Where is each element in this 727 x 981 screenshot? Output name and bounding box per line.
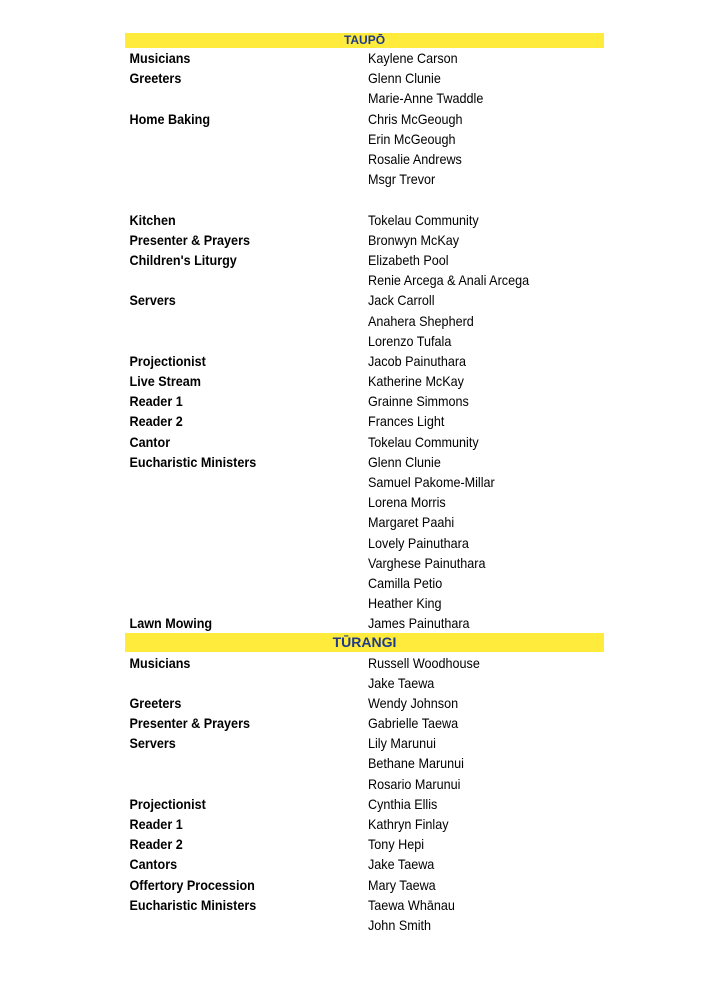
roster-row	[125, 895, 604, 915]
roster-row	[125, 310, 604, 330]
volunteer-name: Chris McGeough	[368, 110, 463, 127]
role-label: Kitchen	[129, 211, 176, 228]
roster-row	[125, 109, 604, 129]
roster-row	[125, 533, 604, 553]
roster-row	[125, 48, 604, 68]
volunteer-name: Tokelau Community	[368, 211, 479, 228]
roster-row	[125, 210, 604, 230]
roster-row	[125, 613, 604, 633]
roster-row	[125, 553, 604, 573]
volunteer-name: Grainne Simmons	[368, 393, 469, 410]
roster-row	[125, 290, 604, 310]
volunteer-name: Jacob Painuthara	[368, 352, 467, 369]
volunteer-name: Margaret Paahi	[368, 514, 455, 531]
volunteer-name: Camilla Petio	[368, 574, 443, 591]
roster-row	[125, 68, 604, 88]
volunteer-name: Cynthia Ellis	[368, 795, 438, 812]
roster-row	[125, 189, 604, 209]
volunteer-name: Erin McGeough	[368, 130, 456, 147]
role-label: Home Baking	[129, 110, 211, 127]
roster-row	[125, 331, 604, 351]
volunteer-name: Lovely Painuthara	[368, 534, 469, 551]
volunteer-name: Varghese Painuthara	[368, 554, 486, 571]
roster-row	[125, 452, 604, 472]
role-label: Greeters	[129, 70, 182, 87]
volunteer-name: Lily Marunui	[368, 735, 436, 752]
roster-row	[125, 593, 604, 613]
role-label: Reader 2	[129, 836, 183, 853]
roster-row	[125, 652, 604, 672]
roster-row	[125, 270, 604, 290]
roster-row	[125, 371, 604, 391]
volunteer-name: Tokelau Community	[368, 433, 479, 450]
roster-row	[125, 250, 604, 270]
role-label: Servers	[129, 292, 176, 309]
role-label: Presenter & Prayers	[129, 715, 250, 732]
role-label: Children's Liturgy	[129, 251, 237, 268]
volunteer-name: Msgr Trevor	[368, 171, 436, 188]
roster-row	[125, 834, 604, 854]
volunteer-name: Mary Taewa	[368, 876, 436, 893]
roster-row	[125, 512, 604, 532]
roster-row	[125, 573, 604, 593]
volunteer-name: Renie Arcega & Anali Arcega	[368, 272, 530, 289]
role-label: Reader 1	[129, 393, 183, 410]
roster-row	[125, 774, 604, 794]
role-label: Greeters	[129, 694, 182, 711]
volunteer-name: Marie-Anne Twaddle	[368, 90, 484, 107]
volunteer-name: John Smith	[368, 916, 432, 933]
roster-row	[125, 432, 604, 452]
volunteer-name: Katherine McKay	[368, 373, 464, 390]
volunteer-name: Bethane Marunui	[368, 755, 464, 772]
volunteer-name: Jack Carroll	[368, 292, 435, 309]
roster-row	[125, 391, 604, 411]
volunteer-name: Wendy Johnson	[368, 694, 459, 711]
roster-row	[125, 814, 604, 834]
volunteer-name: Anahera Shepherd	[368, 312, 474, 329]
roster-row	[125, 753, 604, 773]
roster-row	[125, 794, 604, 814]
roster-row	[125, 149, 604, 169]
role-label: Cantors	[129, 856, 178, 873]
roster-row	[125, 472, 604, 492]
roster-row	[125, 673, 604, 693]
roster-row	[125, 713, 604, 733]
roster-sheet	[125, 33, 604, 935]
roster-row	[125, 875, 604, 895]
volunteer-name: Taewa Whānau	[368, 896, 455, 913]
volunteer-name: Tony Hepi	[368, 836, 425, 853]
volunteer-name: Lorenzo Tufala	[368, 332, 452, 349]
role-label: Cantor	[129, 433, 171, 450]
section-header: TŪRANGI	[125, 633, 604, 652]
volunteer-name: Jake Taewa	[368, 674, 435, 691]
role-label: Reader 2	[129, 413, 183, 430]
role-label: Musicians	[129, 654, 191, 671]
roster-row	[125, 129, 604, 149]
volunteer-name: Bronwyn McKay	[368, 231, 460, 248]
volunteer-name: Elizabeth Pool	[368, 251, 449, 268]
volunteer-name: Kaylene Carson	[368, 50, 458, 67]
volunteer-name: Lorena Morris	[368, 494, 446, 511]
volunteer-name: Rosario Marunui	[368, 775, 461, 792]
roster-row	[125, 693, 604, 713]
role-label: Servers	[129, 735, 176, 752]
role-label: Eucharistic Ministers	[129, 896, 257, 913]
role-label: Lawn Mowing	[129, 615, 213, 632]
roster-row	[125, 492, 604, 512]
roster-row	[125, 411, 604, 431]
roster-row	[125, 351, 604, 371]
volunteer-name: Kathryn Finlay	[368, 816, 449, 833]
role-label: Musicians	[129, 50, 191, 67]
role-label: Live Stream	[129, 373, 201, 390]
roster-row	[125, 854, 604, 874]
roster-row	[125, 915, 604, 935]
role-label: Offertory Procession	[129, 876, 255, 893]
role-label: Projectionist	[129, 352, 206, 369]
volunteer-name: Russell Woodhouse	[368, 654, 480, 671]
roster-row	[125, 230, 604, 250]
volunteer-name: Jake Taewa	[368, 856, 435, 873]
roster-row	[125, 169, 604, 189]
volunteer-name: Samuel Pakome-Millar	[368, 474, 495, 491]
roster-row	[125, 88, 604, 108]
volunteer-name: Heather King	[368, 595, 442, 612]
section-header: TAUPŌ	[125, 33, 604, 48]
role-label: Presenter & Prayers	[129, 231, 250, 248]
volunteer-name: Glenn Clunie	[368, 70, 441, 87]
volunteer-name: Glenn Clunie	[368, 453, 441, 470]
role-label: Projectionist	[129, 795, 206, 812]
role-label: Eucharistic Ministers	[129, 453, 257, 470]
roster-row	[125, 733, 604, 753]
volunteer-name: Frances Light	[368, 413, 445, 430]
volunteer-name: James Painuthara	[368, 615, 470, 632]
volunteer-name: Gabrielle Taewa	[368, 715, 459, 732]
role-label: Reader 1	[129, 816, 183, 833]
volunteer-name: Rosalie Andrews	[368, 151, 462, 168]
